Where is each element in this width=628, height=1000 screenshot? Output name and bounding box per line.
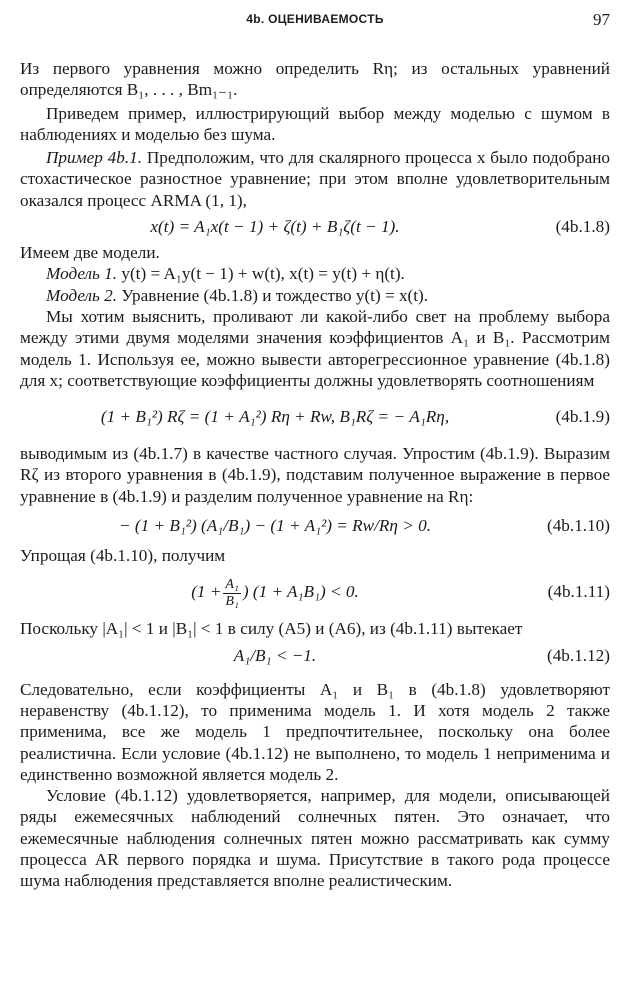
model-2-line [20,285,610,306]
page-body [20,58,610,892]
equation-formula: − (1 + B₁²) (A₁/B₁) − (1 + A₁²) = Rw/Rη > 0. [118,516,431,536]
equation-formula: (1 + B₁²) Rζ = (1 + A₁²) Rη + Rw, B₁Rζ = − A₁Rη, [100,407,450,427]
fraction-numerator: A₁ [225,576,239,592]
paragraph-derivation: выводимым из (4b.1.7) в качестве частного случая. Упростим (4b.1.9). Выразим Rζ из второго уравнения в (4b.1.9), подставим полученное выражение в первое уравнение в (4b.1.9) и разделим полученное уравнение на Rη: [20,444,610,506]
equation-4b-1-12 [20,640,610,671]
model-1-label: Модель 1. [46,264,118,284]
equation-formula [20,566,530,618]
equation-pre: (1 + [191,582,222,602]
equation-4b-1-9 [20,391,610,443]
model-1-line [20,263,610,284]
equation-4b-1-8 [20,211,610,242]
equation-4b-1-10 [20,507,610,545]
paragraph-example [20,147,610,211]
paragraph-coefficients: Мы хотим выяснить, проливают ли какой-либо свет на проблему выбора между этими двумя моделями значения коэффициентов A₁ и B₁. Рассмотрим модель 1. Используя ее, можно вывести авторегрессионное уравнение (4b.1.8) для x; соответствующие коэффициенты должны удовлетворять соотношениям [20,306,610,390]
equation-number: (4b.1.9) [555,407,610,427]
paragraph-example-intro: Приведем пример, иллюстрирующий выбор между моделью с шумом в наблюдениях и моделью без шума. [20,103,610,144]
equation-number: (4b.1.10) [546,516,610,536]
equation-number: (4b.1.11) [547,582,610,602]
example-text: Предположим, что для скалярного процесса x было подобрано стохастическое разностное уравнение; при этом вполне удовлетворительным оказался процесс ARMA (1, 1), [20,148,610,210]
paragraph-conclusion: Следовательно, если коэффициенты A₁ и B₁ в (4b.1.8) удовлетворяют неравенству (4b.1.12), то применима модель 1. И хотя модель 2 также применима, все же модель 1 предпочтительнее, поскольку она более реалистична. Если условие (4b.1.12) не выполнено, то модель 1 неприменима и единственно возможной является модель 2. [20,679,610,784]
fraction [223,577,240,610]
paragraph-intro: Из первого уравнения можно определить Rη; из остальных уравнений определяются B₁, . . . , Bm₁₋₁. [20,59,610,100]
equation-formula: x(t) = A₁x(t − 1) + ζ(t) + B₁ζ(t − 1). [150,217,400,237]
equation-post: ) (1 + A₁B₁) < 0. [242,582,359,602]
equation-number: (4b.1.8) [555,217,610,237]
paragraph-sunspots: Условие (4b.1.12) удовлетворяется, например, для модели, описывающей ряды ежемесячных наблюдений солнечных пятен. Это означает, что ежемесячные наблюдения солнечных пятен можно рассматривать как сумму процесса AR первого порядка и шума. Присутствие в такого рода процессе шума наблюдения представляется вполне реалистическим. [20,786,610,891]
equation-formula: A₁/B₁ < −1. [233,645,317,665]
model-2-label: Модель 2. [46,285,118,305]
equation-4b-1-11 [20,566,610,618]
paragraph-simplify: Упрощая (4b.1.10), получим [20,546,226,566]
model-2-text: Уравнение (4b.1.8) и тождество y(t) = x(t). [117,285,429,305]
model-1-text: y(t) = A₁y(t − 1) + w(t), x(t) = y(t) + η(t). [117,264,405,284]
running-head: 4b. ОЦЕНИВАЕМОСТЬ [246,12,384,26]
page-number: 97 [593,10,610,29]
page-header [20,10,610,32]
paragraph-two-models: Имеем две модели. [20,243,160,263]
example-label: Пример 4b.1. [46,148,143,168]
fraction-denominator: B₁ [225,593,239,609]
paragraph-since: Поскольку |A₁| < 1 и |B₁| < 1 в силу (A5) и (A6), из (4b.1.11) вытекает [20,619,523,639]
equation-number: (4b.1.12) [546,645,610,665]
